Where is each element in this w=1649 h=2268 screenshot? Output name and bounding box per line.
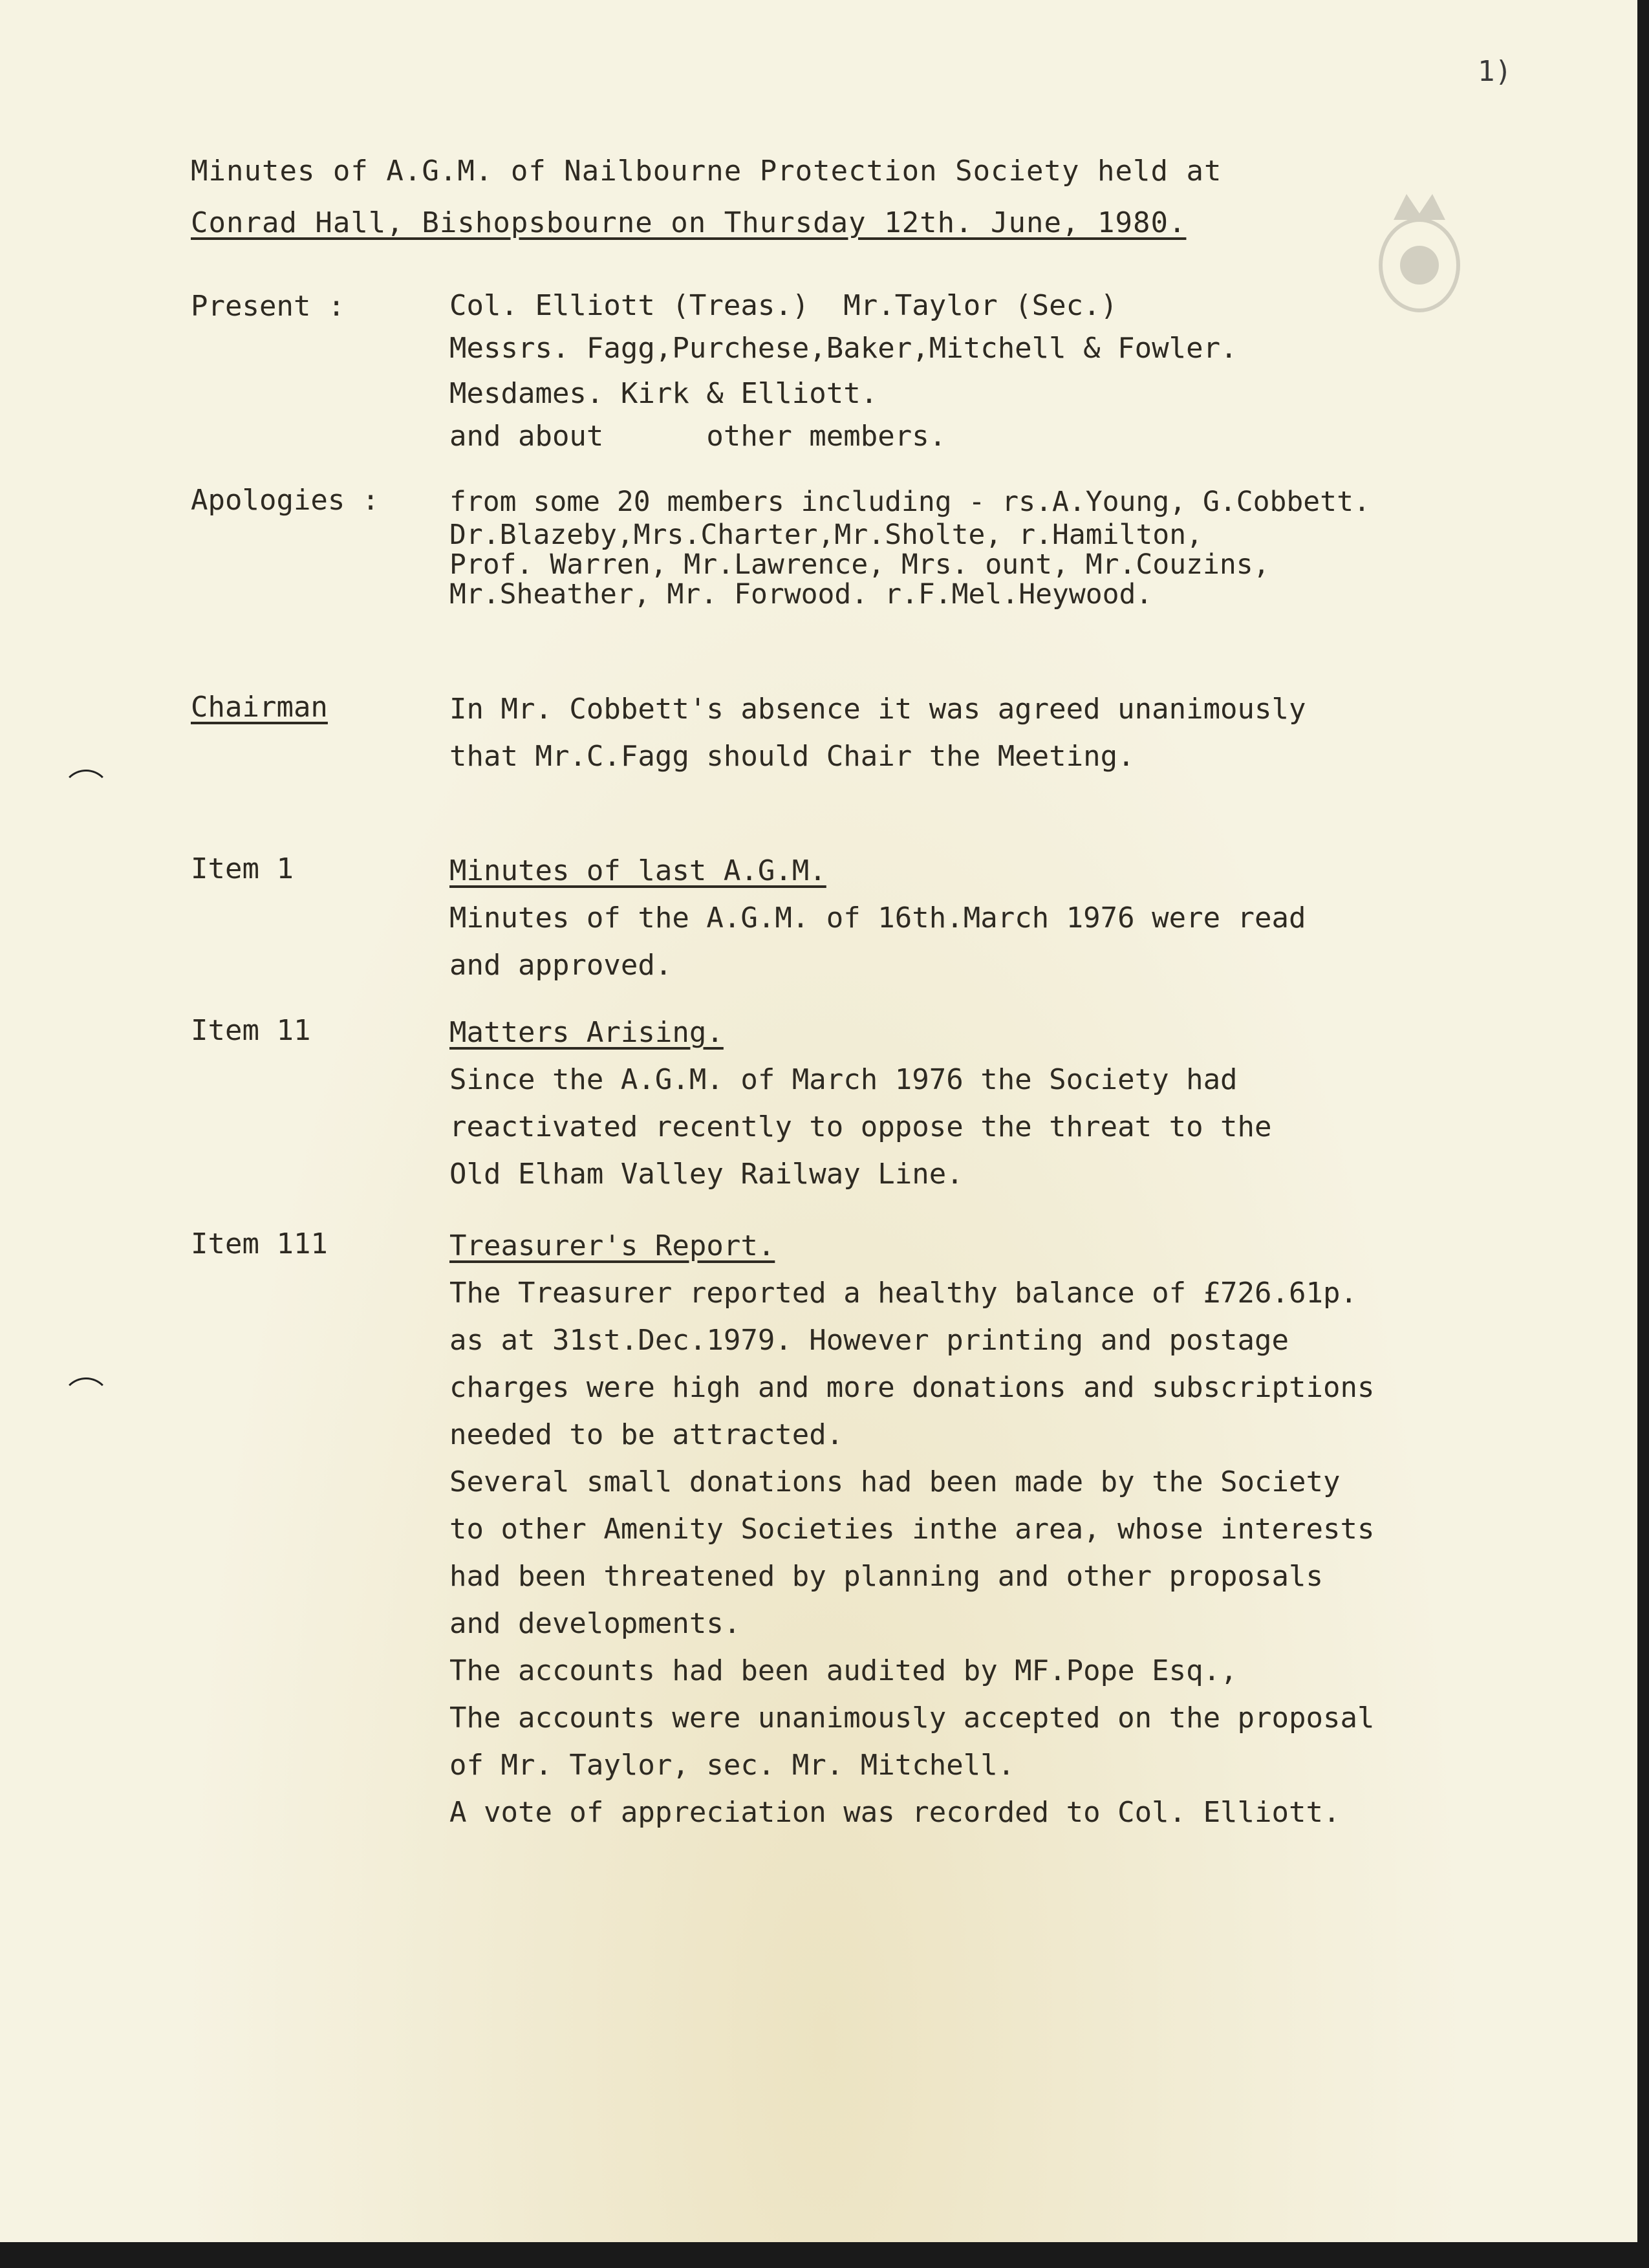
present-line: Col. Elliott (Treas.) Mr.Taylor (Sec.) [449,289,1118,322]
item-111-heading: Treasurer's Report. [449,1229,775,1262]
apologies-line: from some 20 members including - rs.A.Young, G.Cobbett. [449,486,1370,518]
page-title [191,146,1222,249]
present-line: and about other members. [449,420,947,453]
item-1-heading: Minutes of last A.G.M. [449,854,826,887]
item-111-line: had been threatened by planning and other proposals [449,1560,1324,1593]
item-1-line: Minutes of the A.G.M. of 16th.March 1976 were read [449,902,1306,934]
item-1-body [449,847,1562,989]
apologies-line: Prof. Warren, Mr.Lawrence, Mrs. ount, Mr.Couzins, [449,548,1270,581]
item-111-line: Several small donations had been made by the Society [449,1465,1341,1498]
chairman-line: that Mr.C.Fagg should Chair the Meeting. [449,740,1135,773]
item-111-body [449,1222,1562,1836]
title-line-1: Minutes of A.G.M. of Nailbourne Protection Society held at [191,155,1222,188]
present-line: Messrs. Fagg,Purchese,Baker,Mitchell & Fowler. [449,332,1238,365]
item-111-line: needed to be attracted. [449,1418,844,1451]
chairman-label: Chairman [191,691,328,724]
item-111-line: The accounts were unanimously accepted on the proposal [449,1701,1375,1734]
item-11-body [449,1009,1562,1198]
item-111-line: A vote of appreciation was recorded to Col. Elliott. [449,1796,1341,1829]
item-111-line: and developments. [449,1607,741,1640]
page-number: 1) [1478,55,1512,88]
item-111-line: of Mr. Taylor, sec. Mr. Mitchell. [449,1749,1015,1782]
scan-edge-bottom [0,2242,1649,2268]
item-11-line: Old Elham Valley Railway Line. [449,1158,964,1191]
punch-hole-top [61,770,111,819]
item-11-label: Item 11 [191,1014,311,1047]
item-1-line: and approved. [449,949,673,982]
item-111-line: The accounts had been audited by MF.Pope Esq., [449,1654,1238,1687]
chairman-line: In Mr. Cobbett's absence it was agreed unanimously [449,693,1306,726]
scan-edge-right [1637,0,1649,2268]
item-11-line: reactivated recently to oppose the threat to the [449,1110,1272,1143]
chairman-text [449,686,1562,780]
present-label: Present : [191,290,345,323]
title-line-2: Conrad Hall, Bishopsbourne on Thursday 12th. June, 1980. [191,206,1187,239]
apologies-label: Apologies : [191,484,380,517]
apologies-list [449,484,1562,609]
item-111-line: The Treasurer reported a healthy balance of £726.61p. [449,1277,1357,1310]
apologies-line: Mr.Sheather, Mr. Forwood. r.F.Mel.Heywood. [449,578,1153,610]
present-list [449,285,1562,458]
item-11-heading: Matters Arising. [449,1016,724,1049]
item-111-line: as at 31st.Dec.1979. However printing and postage [449,1324,1289,1357]
punch-hole-bottom [61,1377,111,1427]
item-111-line: charges were high and more donations and subscriptions [449,1371,1375,1404]
present-line: Mesdames. Kirk & Elliott. [449,377,878,410]
item-111-line: to other Amenity Societies inthe area, whose interests [449,1513,1375,1546]
apologies-line: Dr.Blazeby,Mrs.Charter,Mr.Sholte, r.Hamilton, [449,519,1203,551]
item-11-line: Since the A.G.M. of March 1976 the Society had [449,1063,1238,1096]
item-111-label: Item 111 [191,1227,328,1260]
item-1-label: Item 1 [191,852,294,885]
